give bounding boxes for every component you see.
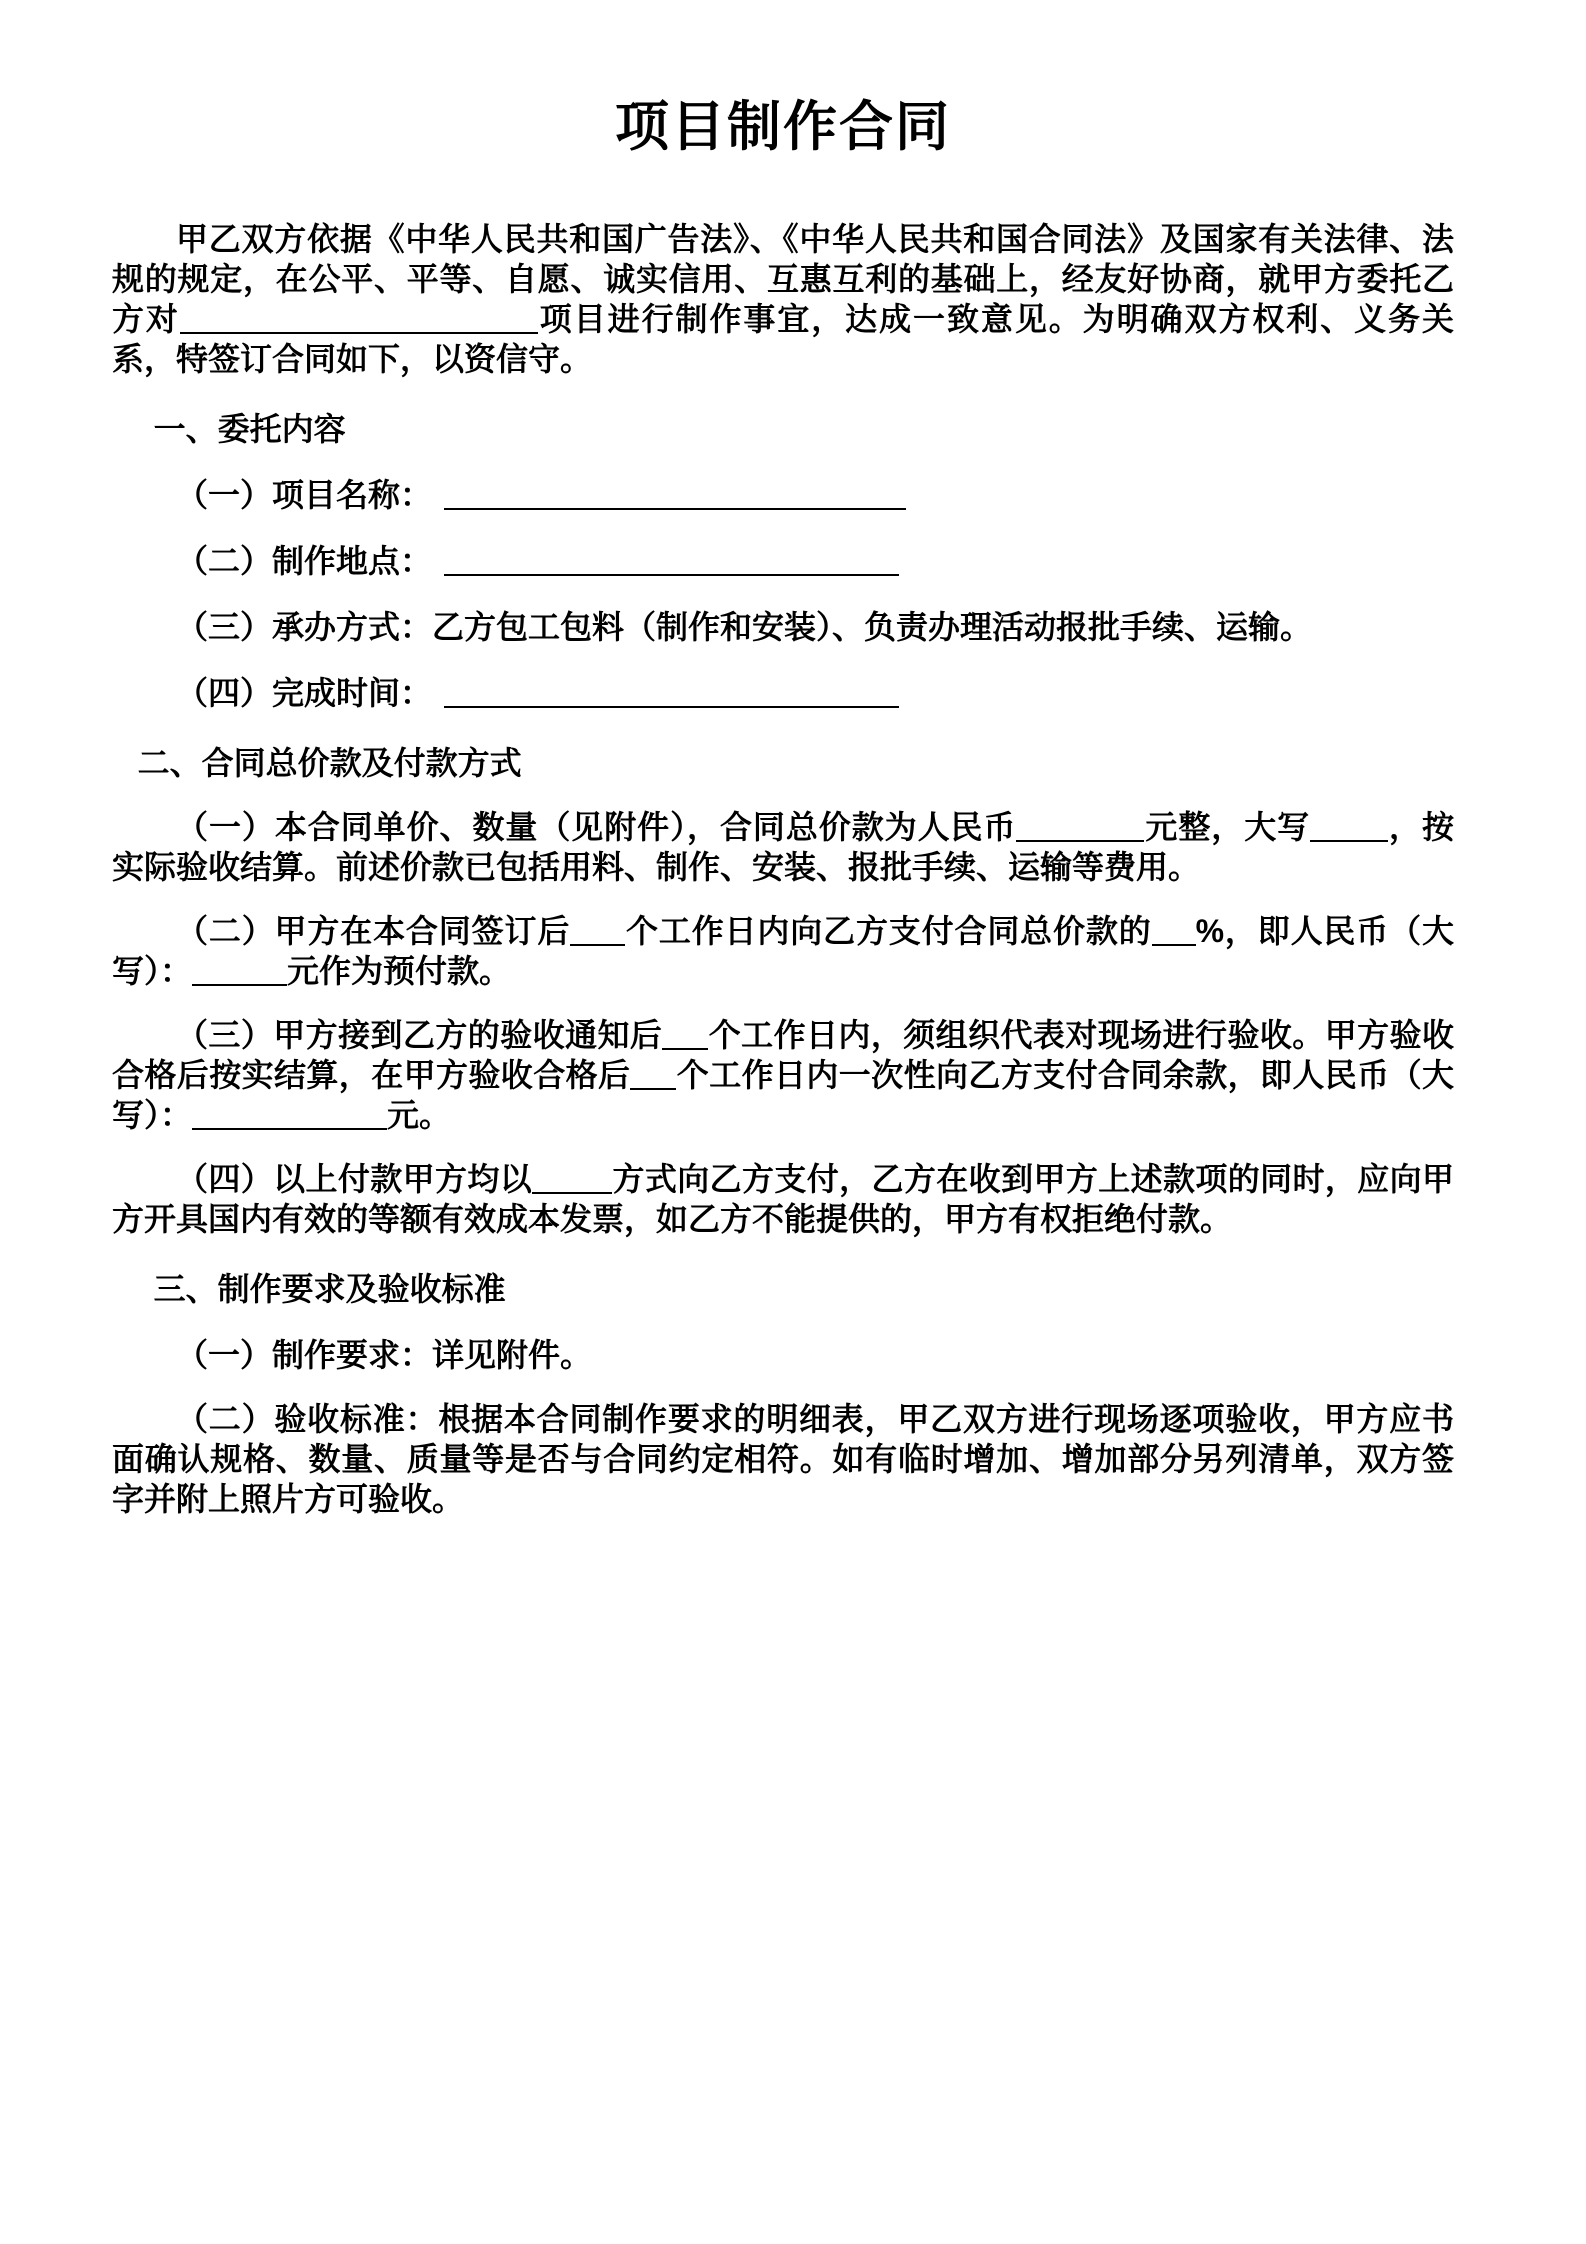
section-2-heading: 二、合同总价款及付款方式 xyxy=(137,745,522,781)
item-prepayment xyxy=(112,911,1454,991)
section-3-heading: 三、制作要求及验收标准 xyxy=(153,1271,506,1307)
item-project-name xyxy=(112,475,1454,515)
prepayment-text-3: %，即人民币（大写）： xyxy=(112,913,1454,989)
project-name-label: （一）项目名称： xyxy=(176,477,433,513)
acceptance-payment-text-4: 元。 xyxy=(387,1097,452,1133)
prepayment-text-1: （二）甲方在本合同签订后 xyxy=(176,913,571,949)
acceptance-payment-text-3: 个工作日内一次性向乙方支付合同余款，即人民币（大写）： xyxy=(112,1057,1454,1133)
acceptance-days-blank xyxy=(662,1018,708,1050)
completion-time-label: （四）完成时间： xyxy=(176,675,433,711)
acceptance-payment-text-2: 个工作日内，须组织代表对现场进行验收。甲方验收合格后按实结算，在甲方验收合格后 xyxy=(112,1017,1454,1093)
item-payment-method xyxy=(112,1159,1454,1239)
production-requirement-text: （一）制作要求：详见附件。 xyxy=(176,1337,593,1373)
intro-text-before-blank: 甲乙双方依据《中华人民共和国广告法》、《中华人民共和国合同法》及国家有关法律、法规的规定，在公平、平等、自愿、诚实信用、互惠互利的基础上，经友好协商，就甲方委托乙方对 xyxy=(112,221,1454,337)
undertaking-method-text: （三）承办方式：乙方包工包料（制作和安装）、负责办理活动报批手续、运输。 xyxy=(176,609,1313,645)
production-site-label: （二）制作地点： xyxy=(176,543,433,579)
acceptance-payment-text-1: （三）甲方接到乙方的验收通知后 xyxy=(176,1017,663,1053)
total-price-text-1: （一）本合同单价、数量（见附件），合同总价款为人民币 xyxy=(176,809,1017,845)
section-1-heading: 一、委托内容 xyxy=(153,411,346,447)
prepayment-days-blank xyxy=(570,914,625,946)
item-completion-time xyxy=(112,673,1454,713)
payment-method-text-2: 方式向乙方支付，乙方在收到甲方上述款项的同时，应向甲方开具国内有效的等额有效成本发票，如乙方不能提供的，甲方有权拒绝付款。 xyxy=(112,1161,1454,1237)
prepayment-percent-blank xyxy=(1152,914,1196,946)
intro-text-after-blank: 项目进行制作事宜，达成一致意见。为明确双方权利、义务关系，特签订合同如下，以资信守。 xyxy=(112,301,1454,377)
prepayment-text-2: 个工作日内向乙方支付合同总价款的 xyxy=(625,913,1152,949)
total-price-words-blank xyxy=(1310,810,1388,842)
item-acceptance-payment xyxy=(112,1015,1454,1135)
total-price-amount-blank xyxy=(1016,810,1144,842)
item-production-requirement xyxy=(112,1335,1454,1375)
production-site-blank xyxy=(444,544,899,576)
acceptance-standard-text: （二）验收标准：根据本合同制作要求的明细表，甲乙双方进行现场逐项验收，甲方应书面确认规格、数量、质量等是否与合同约定相符。如有临时增加、增加部分另列清单，双方签字并附上照片方可验收。 xyxy=(112,1401,1454,1517)
total-price-text-3: ，按实际验收结算。前述价款已包括用料、制作、安装、报批手续、运输等费用。 xyxy=(112,809,1454,885)
payment-method-blank xyxy=(532,1162,612,1194)
intro-project-name-blank xyxy=(180,302,538,334)
document-title: 项目制作合同 xyxy=(615,97,951,157)
prepayment-text-4: 元作为预付款。 xyxy=(287,953,512,989)
total-price-text-2: 元整，大写 xyxy=(1144,809,1311,845)
balance-amount-blank xyxy=(192,1098,387,1130)
project-name-blank xyxy=(444,478,906,510)
intro-paragraph xyxy=(112,219,1454,379)
item-total-price xyxy=(112,807,1454,887)
item-production-site xyxy=(112,541,1454,581)
completion-time-blank xyxy=(444,676,899,708)
balance-days-blank xyxy=(630,1058,676,1090)
item-acceptance-standard xyxy=(112,1399,1454,1519)
item-undertaking-method xyxy=(112,607,1454,647)
prepayment-amount-blank xyxy=(192,954,287,986)
payment-method-text-1: （四）以上付款甲方均以 xyxy=(176,1161,533,1197)
